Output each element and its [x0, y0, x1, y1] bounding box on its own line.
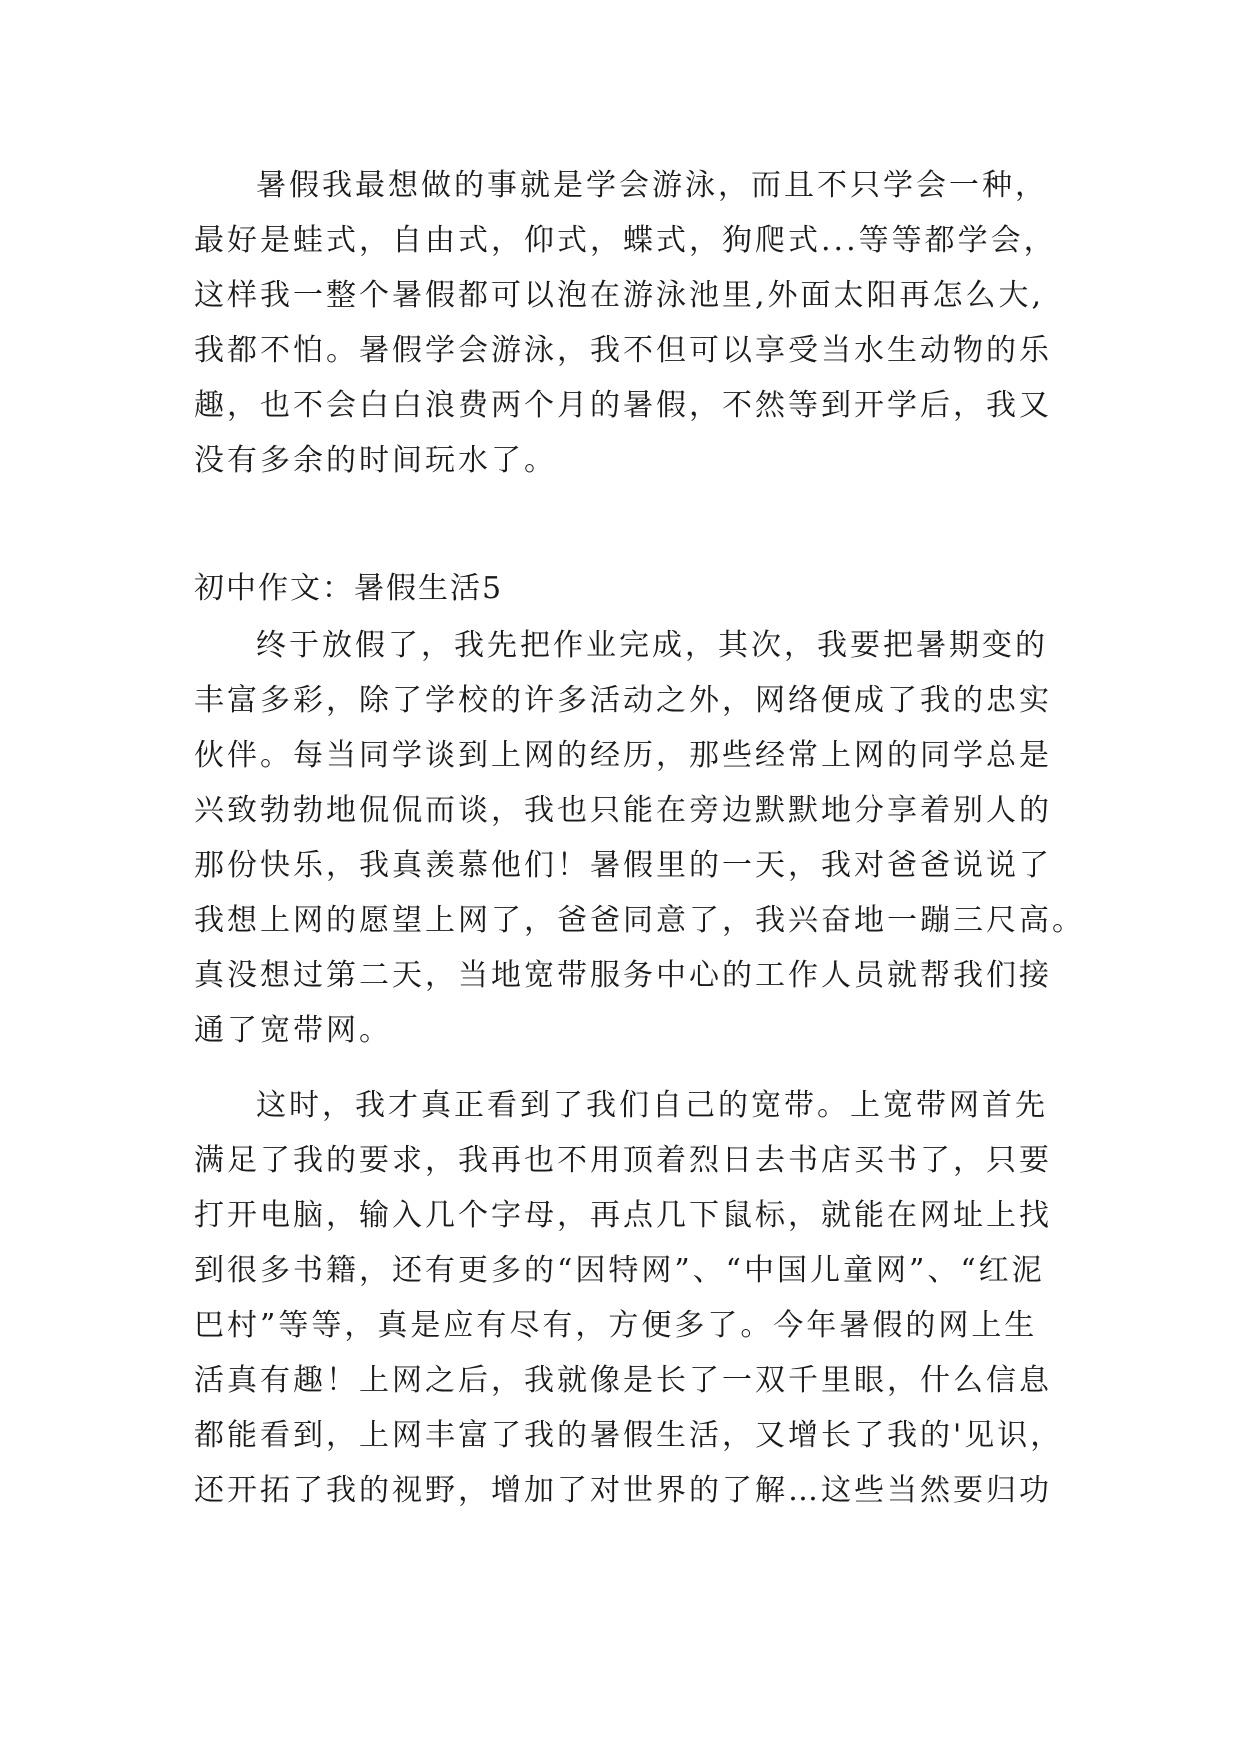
text-line: 我想上网的愿望上网了，爸爸同意了，我兴奋地一蹦三尺高。 — [194, 903, 1085, 938]
text-line: 趣，也不会白白浪费两个月的暑假，不然等到开学后，我又 — [194, 388, 1052, 423]
text-line: 通了宽带网。 — [194, 1013, 392, 1048]
text-line: 巴村”等等，真是应有尽有，方便多了。今年暑假的网上生 — [194, 1308, 1038, 1343]
text-line: 还开拓了我的视野，增加了对世界的了解…这些当然要归功 — [194, 1473, 1052, 1508]
section-title: 初中作文：暑假生活5 — [194, 571, 504, 606]
text-line: 打开电脑，输入几个字母，再点几下鼠标，就能在网址上找 — [194, 1198, 1052, 1233]
text-line: 没有多余的时间玩水了。 — [194, 443, 557, 478]
text-line: 这样我一整个暑假都可以泡在游泳池里,外面太阳再怎么大, — [194, 278, 1045, 313]
text-line: 伙伴。每当同学谈到上网的经历，那些经常上网的同学总是 — [194, 738, 1052, 773]
text-line: 我都不怕。暑假学会游泳，我不但可以享受当水生动物的乐 — [194, 333, 1052, 368]
text-line: 最好是蛙式，自由式，仰式，蝶式，狗爬式...等等都学会， — [194, 223, 1057, 258]
text-line: 真没想过第二天，当地宽带服务中心的工作人员就帮我们接 — [194, 958, 1052, 993]
text-line: 丰富多彩，除了学校的许多活动之外，网络便成了我的忠实 — [194, 683, 1052, 718]
text-line: 满足了我的要求，我再也不用顶着烈日去书店买书了，只要 — [194, 1143, 1052, 1178]
text-line: 到很多书籍，还有更多的“因特网”、“中国儿童网”、“红泥 — [194, 1253, 1045, 1288]
text-line: 都能看到，上网丰富了我的暑假生活，又增长了我的'见识， — [194, 1418, 1064, 1453]
text-line: 兴致勃勃地侃侃而谈，我也只能在旁边默默地分享着别人的 — [194, 793, 1052, 828]
text-line: 暑假我最想做的事就是学会游泳，而且不只学会一种， — [256, 168, 1048, 203]
text-line: 这时，我才真正看到了我们自己的宽带。上宽带网首先 — [256, 1088, 1048, 1123]
text-line: 活真有趣！上网之后，我就像是长了一双千里眼，什么信息 — [194, 1363, 1052, 1398]
text-line: 终于放假了，我先把作业完成，其次，我要把暑期变的 — [256, 628, 1048, 663]
text-line: 那份快乐，我真羡慕他们！暑假里的一天，我对爸爸说说了 — [194, 848, 1052, 883]
